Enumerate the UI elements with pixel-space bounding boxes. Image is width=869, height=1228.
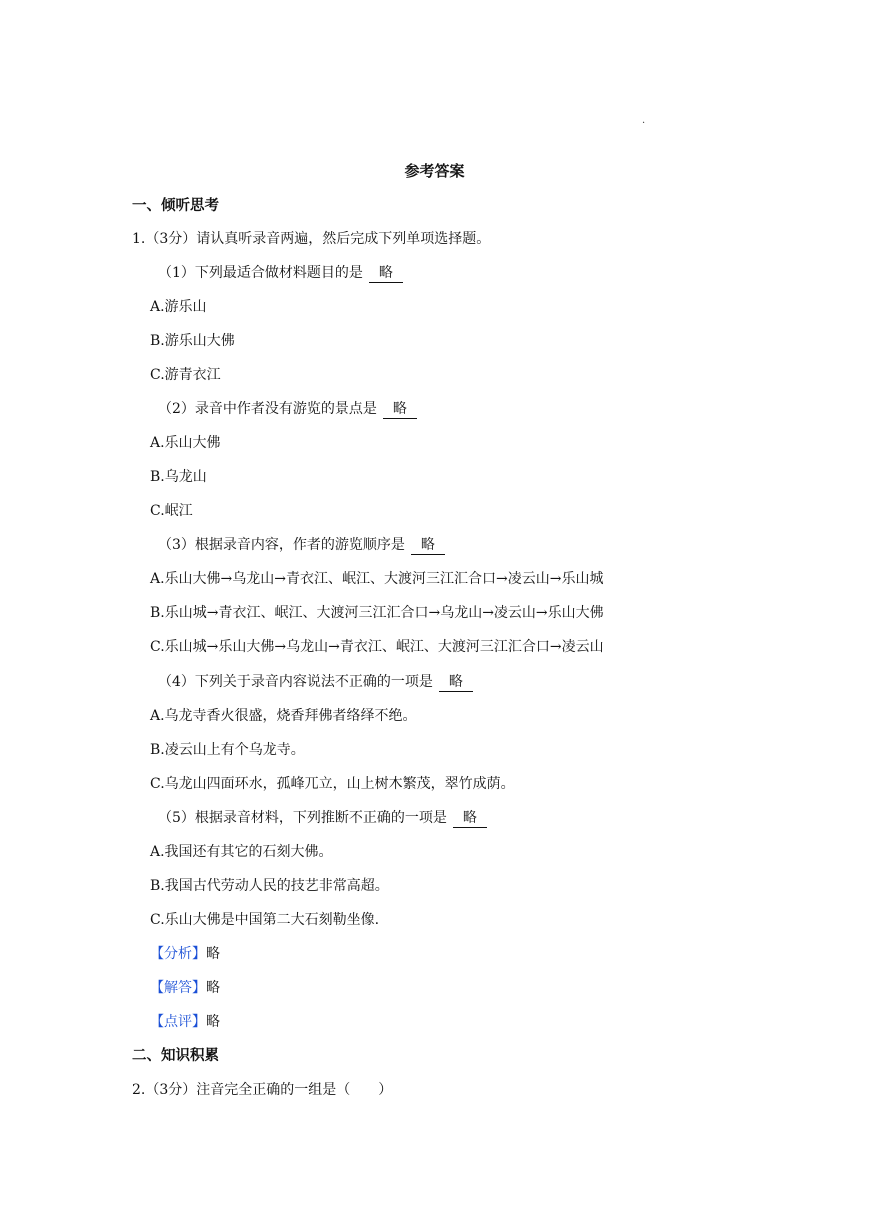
question-1-part-1	[158, 263, 403, 283]
answer-row	[150, 978, 220, 998]
part-3-option-c: C.乐山城→乐山大佛→乌龙山→青衣江、岷江、大渡河三江汇合口→凌云山	[150, 639, 604, 655]
section-heading-two: 二、知识积累	[132, 1048, 219, 1064]
question-1-part-5	[158, 808, 487, 828]
question-1-part-2	[158, 399, 417, 419]
part-4-option-c: C.乌龙山四面环水，孤峰兀立，山上树木繁茂，翠竹成荫。	[150, 776, 515, 792]
answer-text: 略	[206, 980, 220, 996]
part-4-stem: （4）下列关于录音内容说法不正确的一项是	[158, 674, 433, 690]
part-5-option-a: A.我国还有其它的石刻大佛。	[150, 844, 333, 860]
part-2-option-b: B.乌龙山	[150, 469, 207, 485]
part-4-answer-blank: 略	[439, 673, 473, 692]
part-4-option-b: B.凌云山上有个乌龙寺。	[150, 742, 305, 758]
part-1-option-c: C.游青衣江	[150, 367, 221, 383]
part-1-stem: （1）下列最适合做材料题目的是	[158, 265, 363, 281]
part-3-option-b: B.乐山城→青衣江、岷江、大渡河三江汇合口→乌龙山→凌云山→乐山大佛	[150, 605, 604, 621]
part-2-answer-blank: 略	[383, 400, 417, 419]
part-5-option-b: B.我国古代劳动人民的技艺非常高超。	[150, 878, 389, 894]
question-2-stem: 2.（3分）注音完全正确的一组是（ ）	[132, 1082, 393, 1098]
part-2-option-a: A.乐山大佛	[150, 435, 221, 451]
answer-label: 【解答】	[150, 980, 206, 996]
part-3-stem: （3）根据录音内容，作者的游览顺序是	[158, 537, 405, 553]
analysis-row	[150, 944, 220, 964]
part-1-answer-blank: 略	[369, 264, 403, 283]
part-2-stem: （2）录音中作者没有游览的景点是	[158, 401, 377, 417]
part-3-option-a: A.乐山大佛→乌龙山→青衣江、岷江、大渡河三江汇合口→凌云山→乐山城	[150, 571, 604, 587]
comment-row	[150, 1012, 220, 1032]
part-5-answer-blank: 略	[453, 809, 487, 828]
part-2-option-c: C.岷江	[150, 503, 193, 519]
part-1-option-a: A.游乐山	[150, 299, 207, 315]
part-4-option-a: A.乌龙寺香火很盛，烧香拜佛者络绎不绝。	[150, 708, 417, 724]
analysis-text: 略	[206, 946, 220, 962]
question-1-part-3	[158, 535, 445, 555]
part-5-stem: （5）根据录音材料，下列推断不正确的一项是	[158, 810, 447, 826]
question-1-stem: 1.（3分）请认真听录音两遍，然后完成下列单项选择题。	[132, 231, 491, 247]
comment-text: 略	[206, 1014, 220, 1030]
part-3-answer-blank: 略	[411, 536, 445, 555]
question-1-part-4	[158, 672, 473, 692]
analysis-label: 【分析】	[150, 946, 206, 962]
part-1-option-b: B.游乐山大佛	[150, 333, 235, 349]
section-heading-one: 一、倾听思考	[132, 198, 219, 214]
part-5-option-c: C.乐山大佛是中国第二大石刻勒坐像.	[150, 912, 380, 928]
header-dot: ·	[642, 118, 646, 129]
comment-label: 【点评】	[150, 1014, 206, 1030]
page-title: 参考答案	[404, 162, 465, 180]
